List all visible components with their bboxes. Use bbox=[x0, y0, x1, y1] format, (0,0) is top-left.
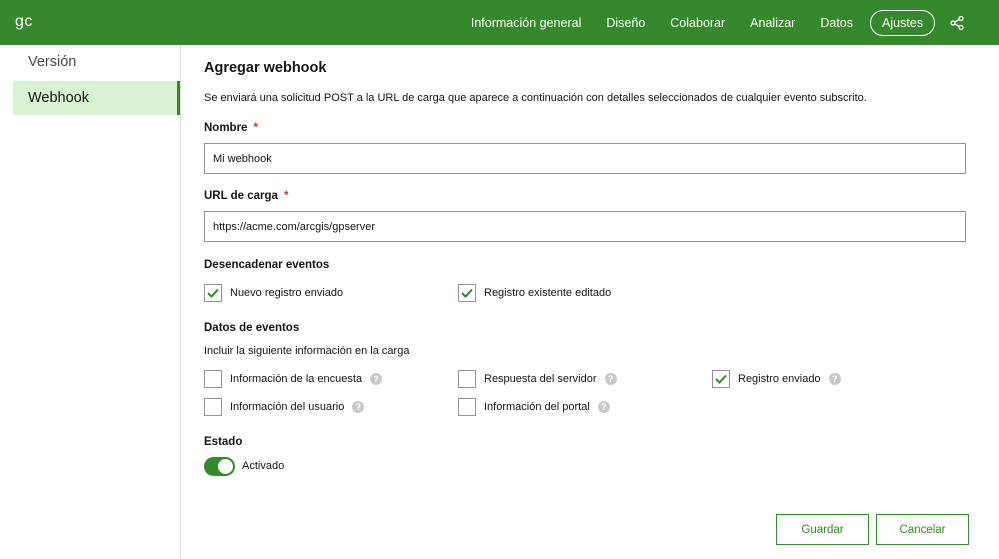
required-mark: * bbox=[253, 122, 258, 134]
checkbox[interactable] bbox=[204, 370, 222, 388]
name-label bbox=[204, 122, 258, 134]
check-icon bbox=[461, 288, 473, 298]
data-server-response[interactable] bbox=[458, 370, 617, 388]
name-input[interactable] bbox=[204, 143, 966, 174]
url-label bbox=[204, 190, 288, 202]
checkbox[interactable] bbox=[458, 398, 476, 416]
save-button[interactable]: Guardar bbox=[776, 514, 869, 545]
help-icon[interactable]: ? bbox=[598, 401, 610, 413]
nav-overview[interactable]: Información general bbox=[470, 15, 582, 30]
checkbox-label: Registro existente editado bbox=[484, 287, 612, 299]
status-toggle[interactable] bbox=[204, 457, 235, 476]
nav-design[interactable]: Diseño bbox=[606, 15, 646, 30]
check-icon bbox=[715, 374, 727, 384]
checkbox-label: Información del usuario bbox=[230, 401, 345, 413]
url-label-text: URL de carga bbox=[204, 190, 278, 202]
status-label: Estado bbox=[204, 436, 243, 448]
data-submitted-record[interactable] bbox=[712, 370, 841, 388]
nav-data[interactable]: Datos bbox=[820, 15, 853, 30]
top-bar bbox=[0, 0, 999, 45]
trigger-new-record[interactable] bbox=[204, 284, 343, 302]
data-user-info[interactable] bbox=[204, 398, 364, 416]
checkbox[interactable] bbox=[204, 398, 222, 416]
data-survey-info[interactable] bbox=[204, 370, 382, 388]
sidebar bbox=[0, 45, 181, 559]
nav-collaborate[interactable]: Colaborar bbox=[670, 15, 726, 30]
page-title: Agregar webhook bbox=[204, 60, 327, 76]
checkbox-label: Nuevo registro enviado bbox=[230, 287, 344, 299]
checkbox-label: Información del portal bbox=[484, 401, 590, 413]
share-icon[interactable] bbox=[949, 15, 965, 31]
name-label-text: Nombre bbox=[204, 122, 248, 134]
check-icon bbox=[207, 288, 219, 298]
trigger-events-label: Desencadenar eventos bbox=[204, 259, 330, 271]
help-icon[interactable]: ? bbox=[605, 373, 617, 385]
help-icon[interactable]: ? bbox=[829, 373, 841, 385]
trigger-edited-record[interactable] bbox=[458, 284, 611, 302]
data-portal-info[interactable] bbox=[458, 398, 610, 416]
status-value: Activado bbox=[242, 460, 285, 472]
cancel-button[interactable]: Cancelar bbox=[876, 514, 969, 545]
help-icon[interactable]: ? bbox=[352, 401, 364, 413]
top-nav bbox=[471, 0, 999, 45]
checkbox-label: Registro enviado bbox=[738, 373, 821, 385]
checkbox[interactable] bbox=[458, 284, 476, 302]
required-mark: * bbox=[283, 190, 289, 202]
nav-analyze[interactable]: Analizar bbox=[750, 15, 796, 30]
url-input[interactable] bbox=[204, 211, 966, 242]
nav-settings[interactable]: Ajustes bbox=[870, 10, 935, 36]
checkbox[interactable] bbox=[458, 370, 476, 388]
checkbox-label: Información de la encuesta bbox=[230, 373, 363, 385]
sidebar-item-webhook[interactable]: Webhook bbox=[13, 81, 180, 115]
app-title: gc bbox=[15, 13, 33, 30]
form-description: Se enviará una solicitud POST a la URL de carga que aparece a continuación con detalles seleccionados de cualquier evento subscrito. bbox=[204, 92, 867, 104]
checkbox-label: Respuesta del servidor bbox=[484, 373, 597, 385]
event-data-sublabel: Incluir la siguiente información en la carga bbox=[204, 345, 410, 357]
toggle-knob bbox=[217, 458, 234, 475]
checkbox[interactable] bbox=[712, 370, 730, 388]
help-icon[interactable]: ? bbox=[370, 373, 382, 385]
sidebar-item-version[interactable]: Versión bbox=[28, 54, 77, 70]
event-data-label: Datos de eventos bbox=[204, 322, 300, 334]
checkbox[interactable] bbox=[204, 284, 222, 302]
